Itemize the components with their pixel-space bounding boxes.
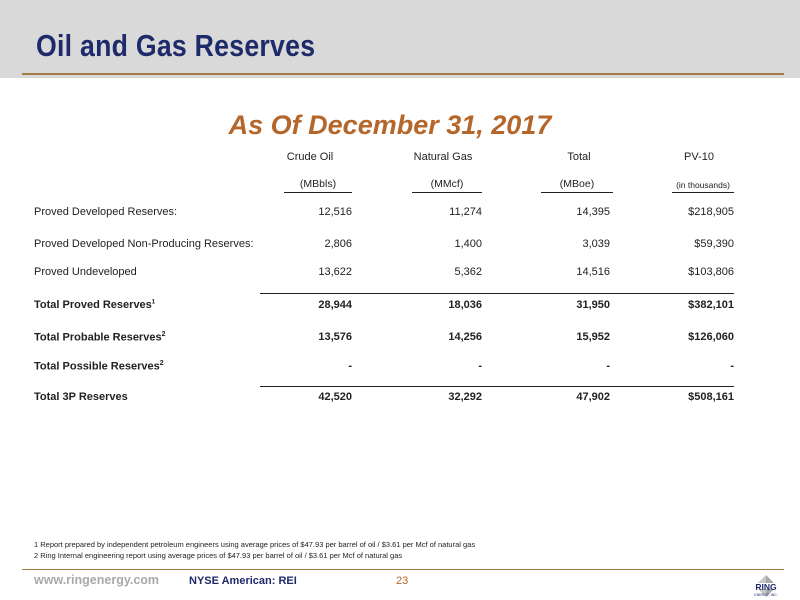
cell-crude-oil: - (348, 360, 352, 372)
row-label-proved-developed-non-producing: Proved Developed Non-Producing Reserves: (34, 238, 254, 250)
cell-natural-gas: 14,256 (448, 331, 482, 343)
unit-crude-oil: (MBbls) (284, 178, 352, 193)
cell-natural-gas: 32,292 (448, 391, 482, 403)
cell-total: 47,902 (576, 391, 610, 403)
ring-energy-logo (744, 574, 788, 598)
row-label-proved-undeveloped: Proved Undeveloped (34, 266, 137, 278)
cell-total: 15,952 (576, 331, 610, 343)
cell-pv10: - (730, 360, 734, 372)
row-label-total-3p: Total 3P Reserves (34, 391, 128, 403)
header-divider (22, 73, 784, 75)
cell-natural-gas: 5,362 (454, 266, 482, 278)
page-title: Oil and Gas Reserves (36, 28, 316, 63)
cell-pv10: $508,161 (688, 391, 734, 403)
cell-crude-oil: 2,806 (324, 238, 352, 250)
cell-crude-oil: 13,576 (318, 331, 352, 343)
cell-crude-oil: 42,520 (318, 391, 352, 403)
unit-total: (MBoe) (541, 178, 613, 193)
subtotal-divider (260, 293, 734, 294)
cell-total: - (606, 360, 610, 372)
logo-subtext: ENERGY, INC. (754, 593, 778, 597)
row-label-total-probable (34, 331, 165, 344)
cell-pv10: $126,060 (688, 331, 734, 343)
row-label-proved-developed: Proved Developed Reserves: (34, 206, 178, 218)
subtitle: As Of December 31, 2017 (228, 110, 552, 140)
unit-pv10: (in thousands) (672, 180, 734, 193)
page-number: 23 (396, 575, 409, 587)
cell-natural-gas: 18,036 (448, 299, 482, 311)
footnote-2: 2 Ring Internal engineering report using average prices of $47.93 per barrel of oil / $3.61 per Mcf of natural gas (34, 551, 403, 560)
cell-crude-oil: 12,516 (318, 206, 352, 218)
column-header-natural-gas: Natural Gas (413, 151, 473, 163)
logo-text: RING (755, 582, 777, 592)
cell-total: 14,395 (576, 206, 610, 218)
footnote-1: 1 Report prepared by independent petroleum engineers using average prices of $47.93 per barrel of oil / $3.61 per Mcf of natural gas (34, 540, 476, 549)
row-label-total-possible (34, 360, 164, 373)
cell-total: 14,516 (576, 266, 610, 278)
cell-natural-gas: 1,400 (454, 238, 482, 250)
footer-website-link[interactable]: www.ringenergy.com (34, 573, 160, 587)
grand-total-divider (260, 386, 734, 387)
footnote-marker: 2 (159, 360, 164, 367)
footer-ticker: NYSE American: REI (189, 575, 297, 587)
cell-crude-oil: 28,944 (318, 299, 352, 311)
cell-pv10: $59,390 (694, 238, 734, 250)
cell-natural-gas: 11,274 (449, 206, 482, 218)
column-header-pv10: PV-10 (684, 151, 714, 163)
unit-natural-gas: (MMcf) (412, 178, 482, 193)
cell-total: 3,039 (582, 238, 610, 250)
cell-pv10: $218,905 (688, 206, 734, 218)
footnote-marker: 1 (151, 299, 156, 306)
column-header-crude-oil: Crude Oil (286, 151, 334, 163)
footnote-marker: 2 (161, 331, 166, 338)
row-label-text: Total Proved Reserves (34, 299, 152, 311)
cell-pv10: $103,806 (688, 266, 734, 278)
column-header-total: Total (567, 151, 591, 163)
cell-crude-oil: 13,622 (318, 266, 352, 278)
footer-divider (22, 569, 784, 570)
cell-total: 31,950 (576, 299, 610, 311)
cell-pv10: $382,101 (688, 299, 734, 311)
row-label-text: Total Probable Reserves (34, 331, 162, 344)
cell-natural-gas: - (478, 360, 482, 372)
row-label-text: Total Possible Reserves (34, 360, 160, 373)
row-label-total-proved (34, 299, 155, 311)
